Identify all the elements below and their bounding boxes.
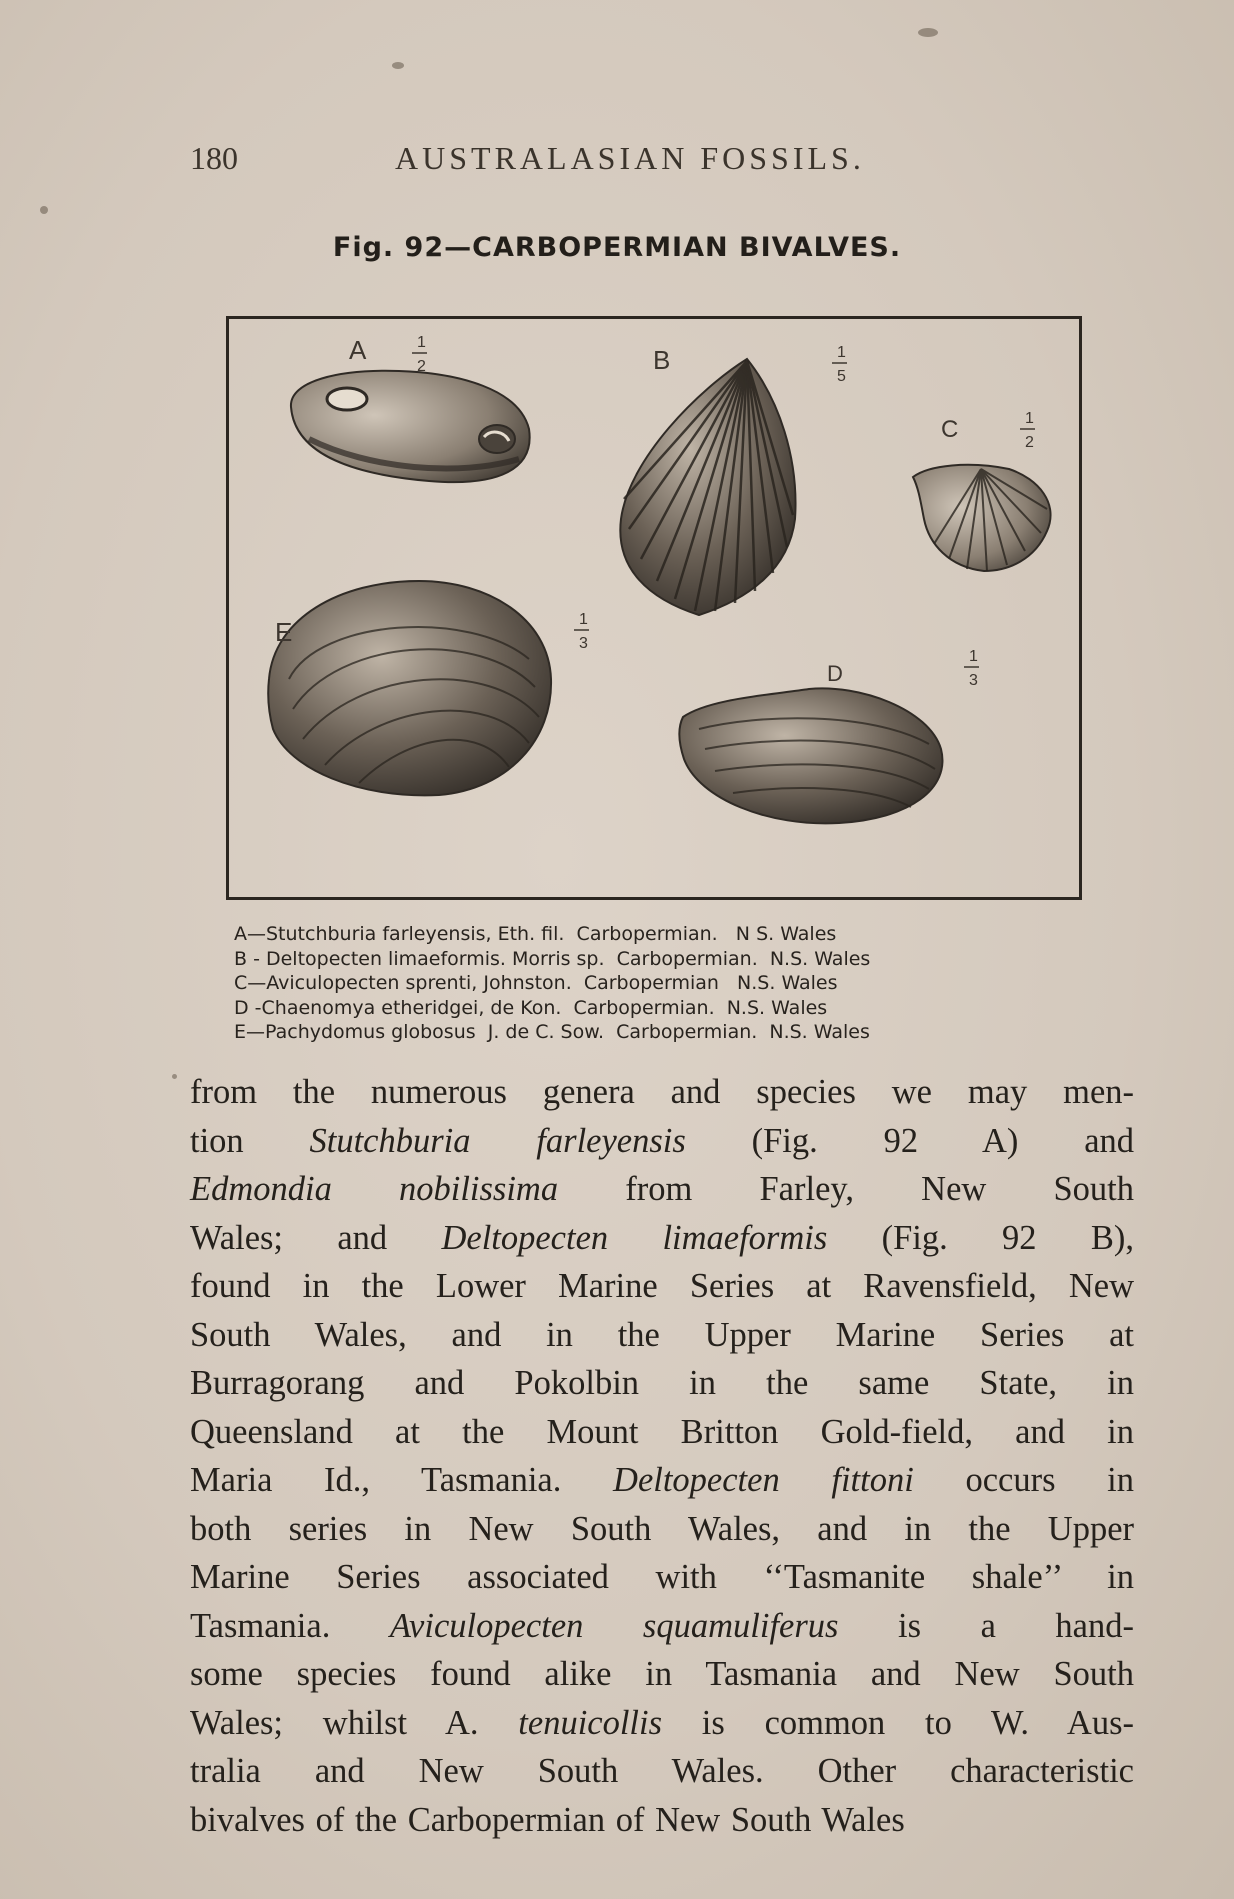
paper-speck: [392, 62, 404, 69]
running-title: AUSTRALASIAN FOSSILS.: [395, 140, 865, 176]
text-run: Tasmania.: [190, 1606, 390, 1645]
paper-speck: [172, 1074, 177, 1079]
specimen-b-scale-den: 5: [837, 368, 846, 385]
specimen-c-shell: [913, 465, 1051, 571]
text-line: [190, 1408, 1134, 1457]
text-line: [190, 1117, 1134, 1166]
specimen-b-scale-num: 1: [837, 344, 846, 361]
figure-illustration: [226, 316, 1082, 900]
text-run: tralia and New South Wales. Other characteristic: [190, 1752, 1134, 1790]
species-name: Deltopecten fittoni: [613, 1461, 914, 1499]
text-run: Marine Series associated with ‘‘Tasmanite shale’’ in: [190, 1558, 1134, 1596]
specimen-e-shell: [268, 581, 551, 795]
specimen-d-scale-den: 3: [969, 672, 978, 689]
text-run: Maria Id., Tasmania.: [190, 1461, 614, 1499]
specimen-c-letter: C: [941, 416, 959, 443]
text-run: Queensland at the Mount Britton Gold-field, and in: [190, 1412, 1134, 1451]
text-line: [190, 1602, 1134, 1651]
body-paragraph: [190, 1068, 1134, 1844]
text-run: occurs in: [913, 1461, 1134, 1499]
text-run: is a hand-: [838, 1606, 1134, 1645]
text-line: [190, 1747, 1134, 1796]
text-line: [190, 1796, 1134, 1845]
text-line: [190, 1165, 1134, 1214]
specimen-a-letter: A: [349, 335, 367, 365]
specimen-d-scale-num: 1: [969, 648, 978, 665]
species-name: Stutchburia farleyensis: [309, 1121, 686, 1160]
paper-speck: [40, 206, 48, 214]
running-head: [190, 140, 930, 190]
text-line: [190, 1699, 1134, 1748]
text-line: [190, 1311, 1134, 1360]
text-run: both series in New South Wales, and in the Upper: [190, 1509, 1134, 1548]
text-run: from the numerous genera and species we may men-: [190, 1073, 1134, 1111]
specimen-c-scale-den: 2: [1025, 434, 1034, 451]
caption-c: C—Aviculopecten sprenti, Johnston. Carbopermian N.S. Wales: [234, 972, 838, 994]
specimen-e-letter: E: [275, 617, 293, 647]
text-run: Burragorang and Pokolbin in the same State, in: [190, 1364, 1134, 1402]
text-run: found in the Lower Marine Series at Ravensfield, New: [190, 1267, 1134, 1305]
page-number: 180: [190, 140, 238, 176]
text-line: [190, 1214, 1134, 1263]
specimen-d-shell: [679, 688, 942, 823]
specimen-e-scale-num: 1: [579, 611, 588, 628]
text-run: is common to W. Aus-: [662, 1703, 1134, 1742]
specimen-a-scale-num: 1: [417, 334, 426, 351]
text-run: Wales; whilst A.: [190, 1703, 519, 1742]
specimen-b-letter: B: [653, 345, 671, 375]
text-run: Wales; and: [190, 1218, 442, 1257]
species-name: Deltopecten limaeformis: [441, 1218, 828, 1257]
bivalves-engraving: [229, 319, 1079, 897]
text-line: [190, 1068, 1134, 1117]
figure-title: Fig. 92—CARBOPERMIAN BIVALVES.: [332, 232, 902, 263]
specimen-d-letter: D: [827, 661, 843, 686]
caption-b: B - Deltopecten limaeformis. Morris sp. Carbopermian. N.S. Wales: [234, 947, 871, 970]
specimen-c-scale-num: 1: [1025, 410, 1034, 427]
text-run: South Wales, and in the Upper Marine Series at: [190, 1315, 1134, 1354]
text-run: from Farley, New South: [558, 1170, 1135, 1208]
species-name: tenuicollis: [518, 1703, 663, 1742]
text-line: [190, 1456, 1134, 1505]
text-run: (Fig. 92 A) and: [685, 1121, 1135, 1160]
text-line: [190, 1505, 1134, 1554]
specimen-e-scale-den: 3: [579, 635, 588, 652]
text-run: tion: [190, 1121, 310, 1160]
caption-d: D -Chaenomya etheridgei, de Kon. Carbopermian. N.S. Wales: [234, 996, 828, 1019]
text-run: some species found alike in Tasmania and New South: [190, 1655, 1134, 1693]
text-run: bivalves of the Carbopermian of New South Wales: [190, 1800, 905, 1839]
text-line: [190, 1650, 1134, 1699]
paper-speck: [918, 28, 938, 37]
caption-a: A—Stutchburia farleyensis, Eth. fil. Carbopermian. N S. Wales: [234, 923, 837, 945]
text-line: [190, 1553, 1134, 1602]
specimen-a-shell: [291, 371, 530, 482]
text-line: [190, 1262, 1134, 1311]
text-run: (Fig. 92 B),: [827, 1218, 1134, 1257]
text-line: [190, 1359, 1134, 1408]
specimen-b-shell: [620, 359, 795, 615]
figure-captions: [234, 922, 1134, 1045]
species-name: Edmondia nobilissima: [190, 1170, 559, 1208]
specimen-a-scale-den: 2: [417, 358, 426, 375]
species-name: Aviculopecten squamuliferus: [389, 1606, 839, 1645]
caption-e: E—Pachydomus globosus J. de C. Sow. Carbopermian. N.S. Wales: [234, 1021, 870, 1043]
